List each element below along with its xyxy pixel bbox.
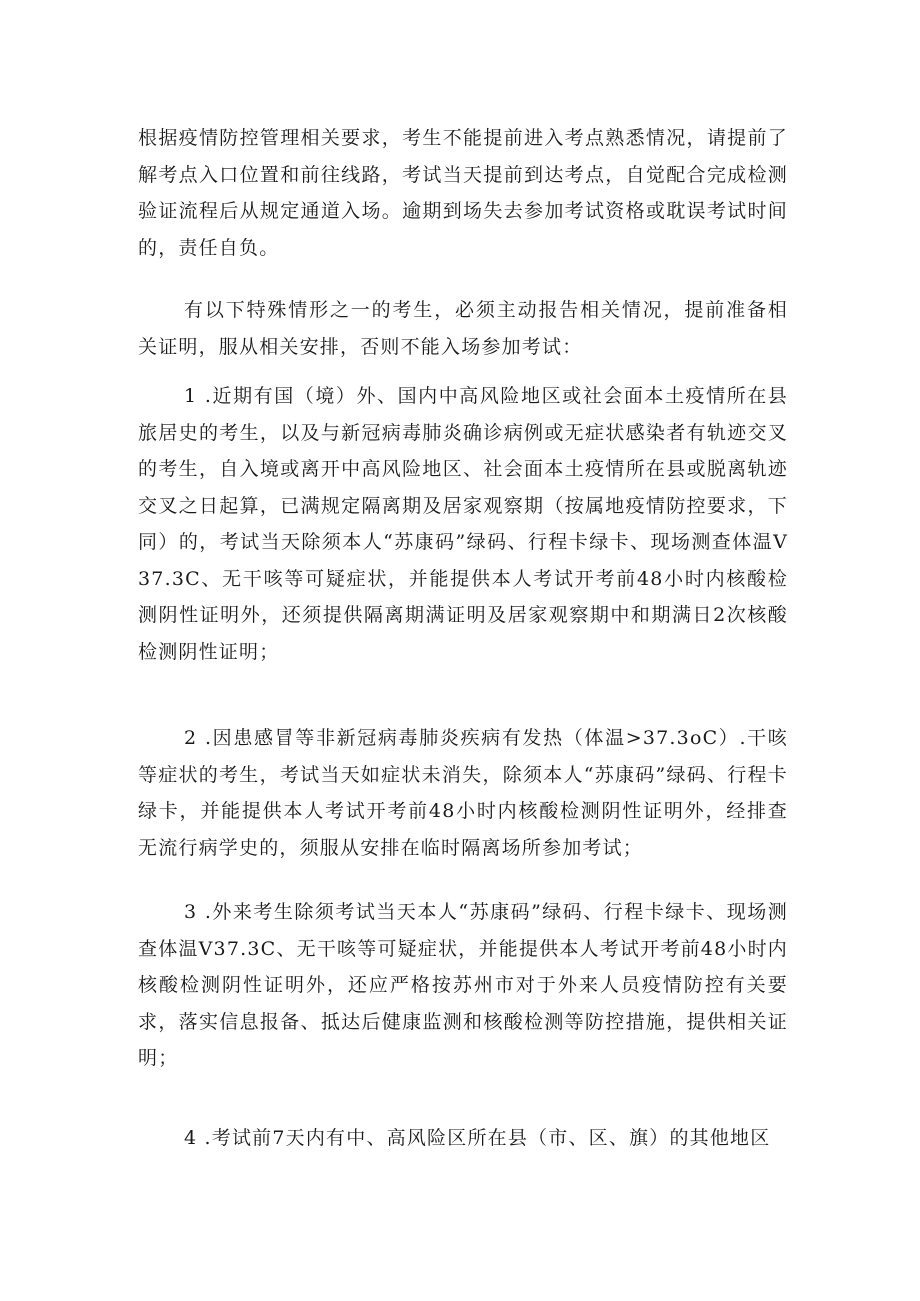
paragraph-entry-requirements: 根据疫情防控管理相关要求，考生不能提前进入考点熟悉情况，请提前了解考点入口位置和前往线路，考试当天提前到达考点，自觉配合完成检测验证流程后从规定通道入场。逾期到场失去参加考试资格或耽误考试时间的，责任自负。: [138, 127, 788, 259]
paragraph-item-3: 3 .外来考生除须考试当天本人“苏康码”绿码、行程卡绿卡、现场测查体温V37.3C、无干咳等可疑症状，并能提供本人考试开考前48小时内核酸检测阴性证明外，还应严格按苏州市对于外来人员疫情防控有关要求，落实信息报备、抵达后健康监测和核酸检测等防控措施，提供相关证明；: [138, 901, 788, 1069]
paragraph-item-1: 1 .近期有国（境）外、国内中高风险地区或社会面本土疫情所在县旅居史的考生，以及与新冠病毒肺炎确诊病例或无症状感染者有轨迹交叉的考生，自入境或离开中高风险地区、社会面本土疫情所在县或脱离轨迹交叉之日起算，已满规定隔离期及居家观察期（按属地疫情防控要求，下同）的，考试当天除须本人“苏康码”绿码、行程卡绿卡、现场测查体温V37.3C、无干咳等可疑症状，并能提供本人考试开考前48小时内核酸检测阴性证明外，还须提供隔离期满证明及居家观察期中和期满日2次核酸检测阴性证明；: [138, 385, 788, 663]
paragraph-item-4: 4 .考试前7天内有中、高风险区所在县（市、区、旗）的其他地区: [184, 1127, 771, 1149]
paragraph-item-2: 2 .因患感冒等非新冠病毒肺炎疾病有发热（体温>37.3oC）.干咳等症状的考生，考试当天如症状未消失，除须本人“苏康码”绿码、行程卡绿卡，并能提供本人考试开考前48小时内核酸检测阴性证明外，经排查无流行病学史的，须服从安排在临时隔离场所参加考试；: [138, 727, 788, 859]
paragraph-special-cases-intro: 有以下特殊情形之一的考生，必须主动报告相关情况，提前准备相关证明，服从相关安排，否则不能入场参加考试：: [138, 299, 788, 358]
